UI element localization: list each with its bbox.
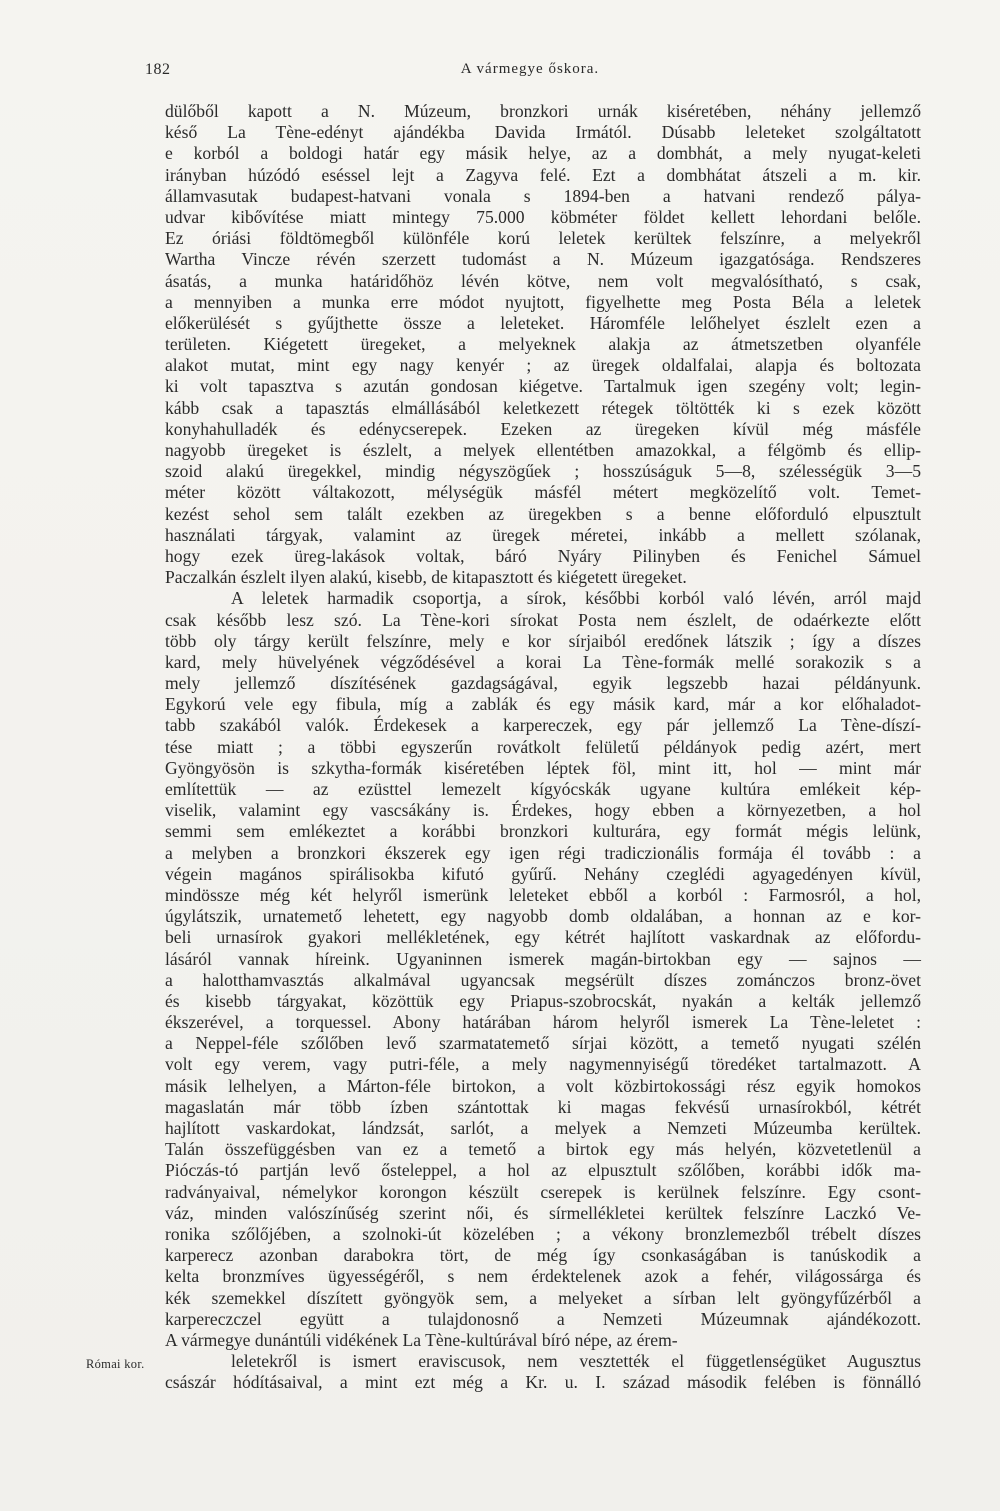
text-line: és kisebb tárgyakat, közöttük egy Priapus-szobrocskát, nyakán a kelták jellemző <box>165 990 921 1011</box>
text-line: területen. Kiégetett üregeket, a melyeknek alakja az átmetszetben olyanféle <box>165 334 921 355</box>
text-line: beli urnasírok gyakori mellékletének, egy kétrét hajlított vaskardnak az előfordu- <box>165 927 921 948</box>
text-line: tabb szakából valók. Érdekesek a karpereczek, egy pár jellemző La Tène-díszí- <box>165 715 921 736</box>
text-line: kelta bronzmíves ügyességéről, s nem érdektelenek azok a fehér, világossárga és <box>165 1266 921 1287</box>
text-line: a Neppel-féle szőlőben levő szarmatatemető sírjai között, a temető nyugati szélén <box>165 1033 921 1054</box>
text-line: ki volt tapasztva s azután gondosan kiégetve. Tartalmuk igen szegény volt; legin- <box>165 376 921 397</box>
text-line: udvar kibővítése miatt mintegy 75.000 köbméter földet kellett lehordani belőle. <box>165 206 921 227</box>
text-line: Wartha Vincze révén szerzett tudomást a N. Múzeum igazgatósága. Rendszeres <box>165 249 921 270</box>
text-line: méter között váltakozott, mélységük másfél métert megközelítő volt. Temet- <box>165 482 921 503</box>
text-line: úgylátszik, urnatemető lehetett, egy nagyobb domb oldalában, a honnan az e kor- <box>165 906 921 927</box>
text-line: konyhahulladék és edénycserepek. Ezeken az üregeken kívül még másféle <box>165 418 921 439</box>
text-line: ronika szőlőjében, a szolnoki-út közelében ; a vékony bronzlemezből trébelt díszes <box>165 1223 921 1244</box>
text-line: Ez óriási földtömegből különféle korú leletek kerültek felszínre, a melyekről <box>165 228 921 249</box>
text-line: a melyben a bronzkori ékszerek egy igen régi tradiczionális formája él tovább : a <box>165 842 921 863</box>
text-line: ásatás, a munka határidőhöz lévén kötve, nem volt megvalósítható, s csak, <box>165 270 921 291</box>
text-line: magaslatán már több ízben szántottak ki magas fekvésű urnasírokból, kétrét <box>165 1096 921 1117</box>
text-line: kard, mely hüvelyének végződésével a korai La Tène-formák mellé sorakozik s a <box>165 651 921 672</box>
text-line: karpereczczel együtt a tulajdonosnő a Nemzeti Múzeumnak ajándékozott. <box>165 1308 921 1329</box>
body-text <box>165 101 921 1393</box>
text-line: kék szemekkel díszített gyöngyök sem, a melyeket a sírban lelt gyöngyfűzérből a <box>165 1287 921 1308</box>
text-line: hogy ezek üreg-lakások voltak, báró Nyáry Pilinyben és Fenichel Sámuel <box>165 545 921 566</box>
text-line: lásáról vannak híreink. Ugyaninnen ismerek magán-birtokban egy — sajnos — <box>165 948 921 969</box>
running-title: A vármegye őskora. <box>460 61 600 77</box>
text-line: a mennyiben a munka erre módot nyujtott, figyelhette meg Posta Béla a leletek <box>165 291 921 312</box>
text-line: csak később lesz szó. La Tène-kori sírokat Posta nem észlelt, de odaérkezte előtt <box>165 609 921 630</box>
text-line: előkerülését s gyűjthette össze a leleteket. Háromféle lelőhelyet észlelt ezen a <box>165 312 921 333</box>
text-line: szoid alakú üregekkel, mindig négyszögűek ; hosszúságuk 5—8, szélességük 3—5 <box>165 461 921 482</box>
text-line: császár hódításaival, a mint ezt még a Kr. u. I. század második felében is fönnálló <box>165 1372 921 1393</box>
text-line: említettük — az ezüsttel lemezelt kígyócskák ugyane kultúra emlékeit kép- <box>165 779 921 799</box>
text-line: e korból a boldogi határ egy másik helye, az a dombhát, a mely nyugat-keleti <box>165 143 921 164</box>
text-line: alakot mutat, mint egy nagy kenyér ; az üregek oldalfalai, alapja és boltozata <box>165 355 921 376</box>
text-line: Gyöngyösön is szkytha-formák kiséretében léptek föl, mint itt, hol — mint már <box>165 757 921 778</box>
text-line: karperecz azonban darabokra tört, de még így csonkaságában is tanúskodik a <box>165 1245 921 1266</box>
text-line: nagyobb üregeket is észlelt, a melyek ellentétben amazokkal, a félgömb és ellip- <box>165 440 921 460</box>
text-line: A leletek harmadik csoportja, a sírok, későbbi korból való lévén, arról majd <box>231 588 921 609</box>
text-line: viselik, valamint egy vascsákány is. Érdekes, hogy ebben a környezetben, a hol <box>165 800 921 821</box>
text-line: A vármegye dunántúli vidékének La Tène-kultúrával bíró népe, az érem- <box>165 1329 678 1350</box>
text-line: Pióczás-tó partján levő ősteleppel, a hol az elpusztult szőlőben, korábbi idők ma- <box>165 1160 921 1181</box>
text-line: ékszerével, a torquessel. Abony határában három helyről ismerek La Tène-leletet : <box>165 1012 921 1033</box>
margin-note-roman: Római kor. <box>86 1357 145 1371</box>
text-line: Paczalkán észlelt ilyen alakú, kisebb, de kitapasztott és kiégetett üregeket. <box>165 567 687 588</box>
text-line: Egykorú vele egy fibula, míg a zablák és egy másik kard, már a kor előhaladot- <box>165 694 921 715</box>
text-line: kább csak a tapasztás elmállásából keletkezett rétegek töltötték ki s ezek között <box>165 397 921 418</box>
text-line: Talán összefüggésben van ez a temető a birtok egy más helyén, közvetetlenül a <box>165 1139 921 1160</box>
text-line: másik lelhelyen, a Márton-féle birtokon, a volt közbirtokossági rész egyik homokos <box>165 1075 921 1096</box>
text-line: használati tárgyak, valamint az üregek méretei, inkább a mellett szólanak, <box>165 524 921 545</box>
text-line: a halotthamvasztás alkalmával ugyancsak megsérült díszes zománczos bronz-övet <box>165 969 921 990</box>
text-line: mindössze még két helyről ismerünk leleteket ebből a korból : Farmosról, a hol, <box>165 884 921 905</box>
text-line: leletekről is ismert eraviscusok, nem vesztették el függetlenségüket Augusztus <box>231 1351 921 1372</box>
text-line: dülőből kapott a N. Múzeum, bronzkori urnák kiséretében, néhány jellemző <box>165 101 921 121</box>
text-line: több oly tárgy került felszínre, mely e kor sírjaiból eredőnek látszik ; így a díszes <box>165 630 921 651</box>
text-line: váz, minden valószínűség szerint női, és sírmellékletei kerültek felszínre Laczkó Ve- <box>165 1202 921 1223</box>
text-line: mely jellemző díszítésének gazdagságával, egyik legszebb hazai példányunk. <box>165 673 921 694</box>
text-line: semmi sem emlékeztet a korábbi bronzkori kulturára, egy formát mégis lelünk, <box>165 821 921 842</box>
page-number: 182 <box>145 61 171 78</box>
text-line: radványaival, némelykor korongon készült cserepek is kerülnek felszínre. Egy csont- <box>165 1181 921 1202</box>
text-line: tése miatt ; a többi egyszerűn rovátkolt felületű példányok pedig azért, mert <box>165 736 921 757</box>
text-line: hajlított vaskardokat, lándzsát, sarlót, a melyek a Nemzeti Múzeumba kerültek. <box>165 1118 921 1138</box>
text-line: végein magános spirálisokba kifutó gyűrű. Nehány czeglédi agyagedényen kívül, <box>165 863 921 884</box>
text-line: volt egy verem, vagy putri-féle, a mely nagymennyiségű töredéket tartalmazott. A <box>165 1054 921 1075</box>
text-line: késő La Tène-edényt ajándékba Davida Irmától. Dúsabb leleteket szolgáltatott <box>165 122 921 143</box>
text-line: államvasutak budapest-hatvani vonala s 1894-ben a hatvani rendező pálya- <box>165 185 921 206</box>
text-line: irányban húzódó eséssel lejt a Zagyva felé. Ezt a dombhátat átszeli a m. kir. <box>165 164 921 185</box>
text-line: kezést sehol sem talált ezekben az üregekben s a benne előforduló elpusztult <box>165 503 921 524</box>
